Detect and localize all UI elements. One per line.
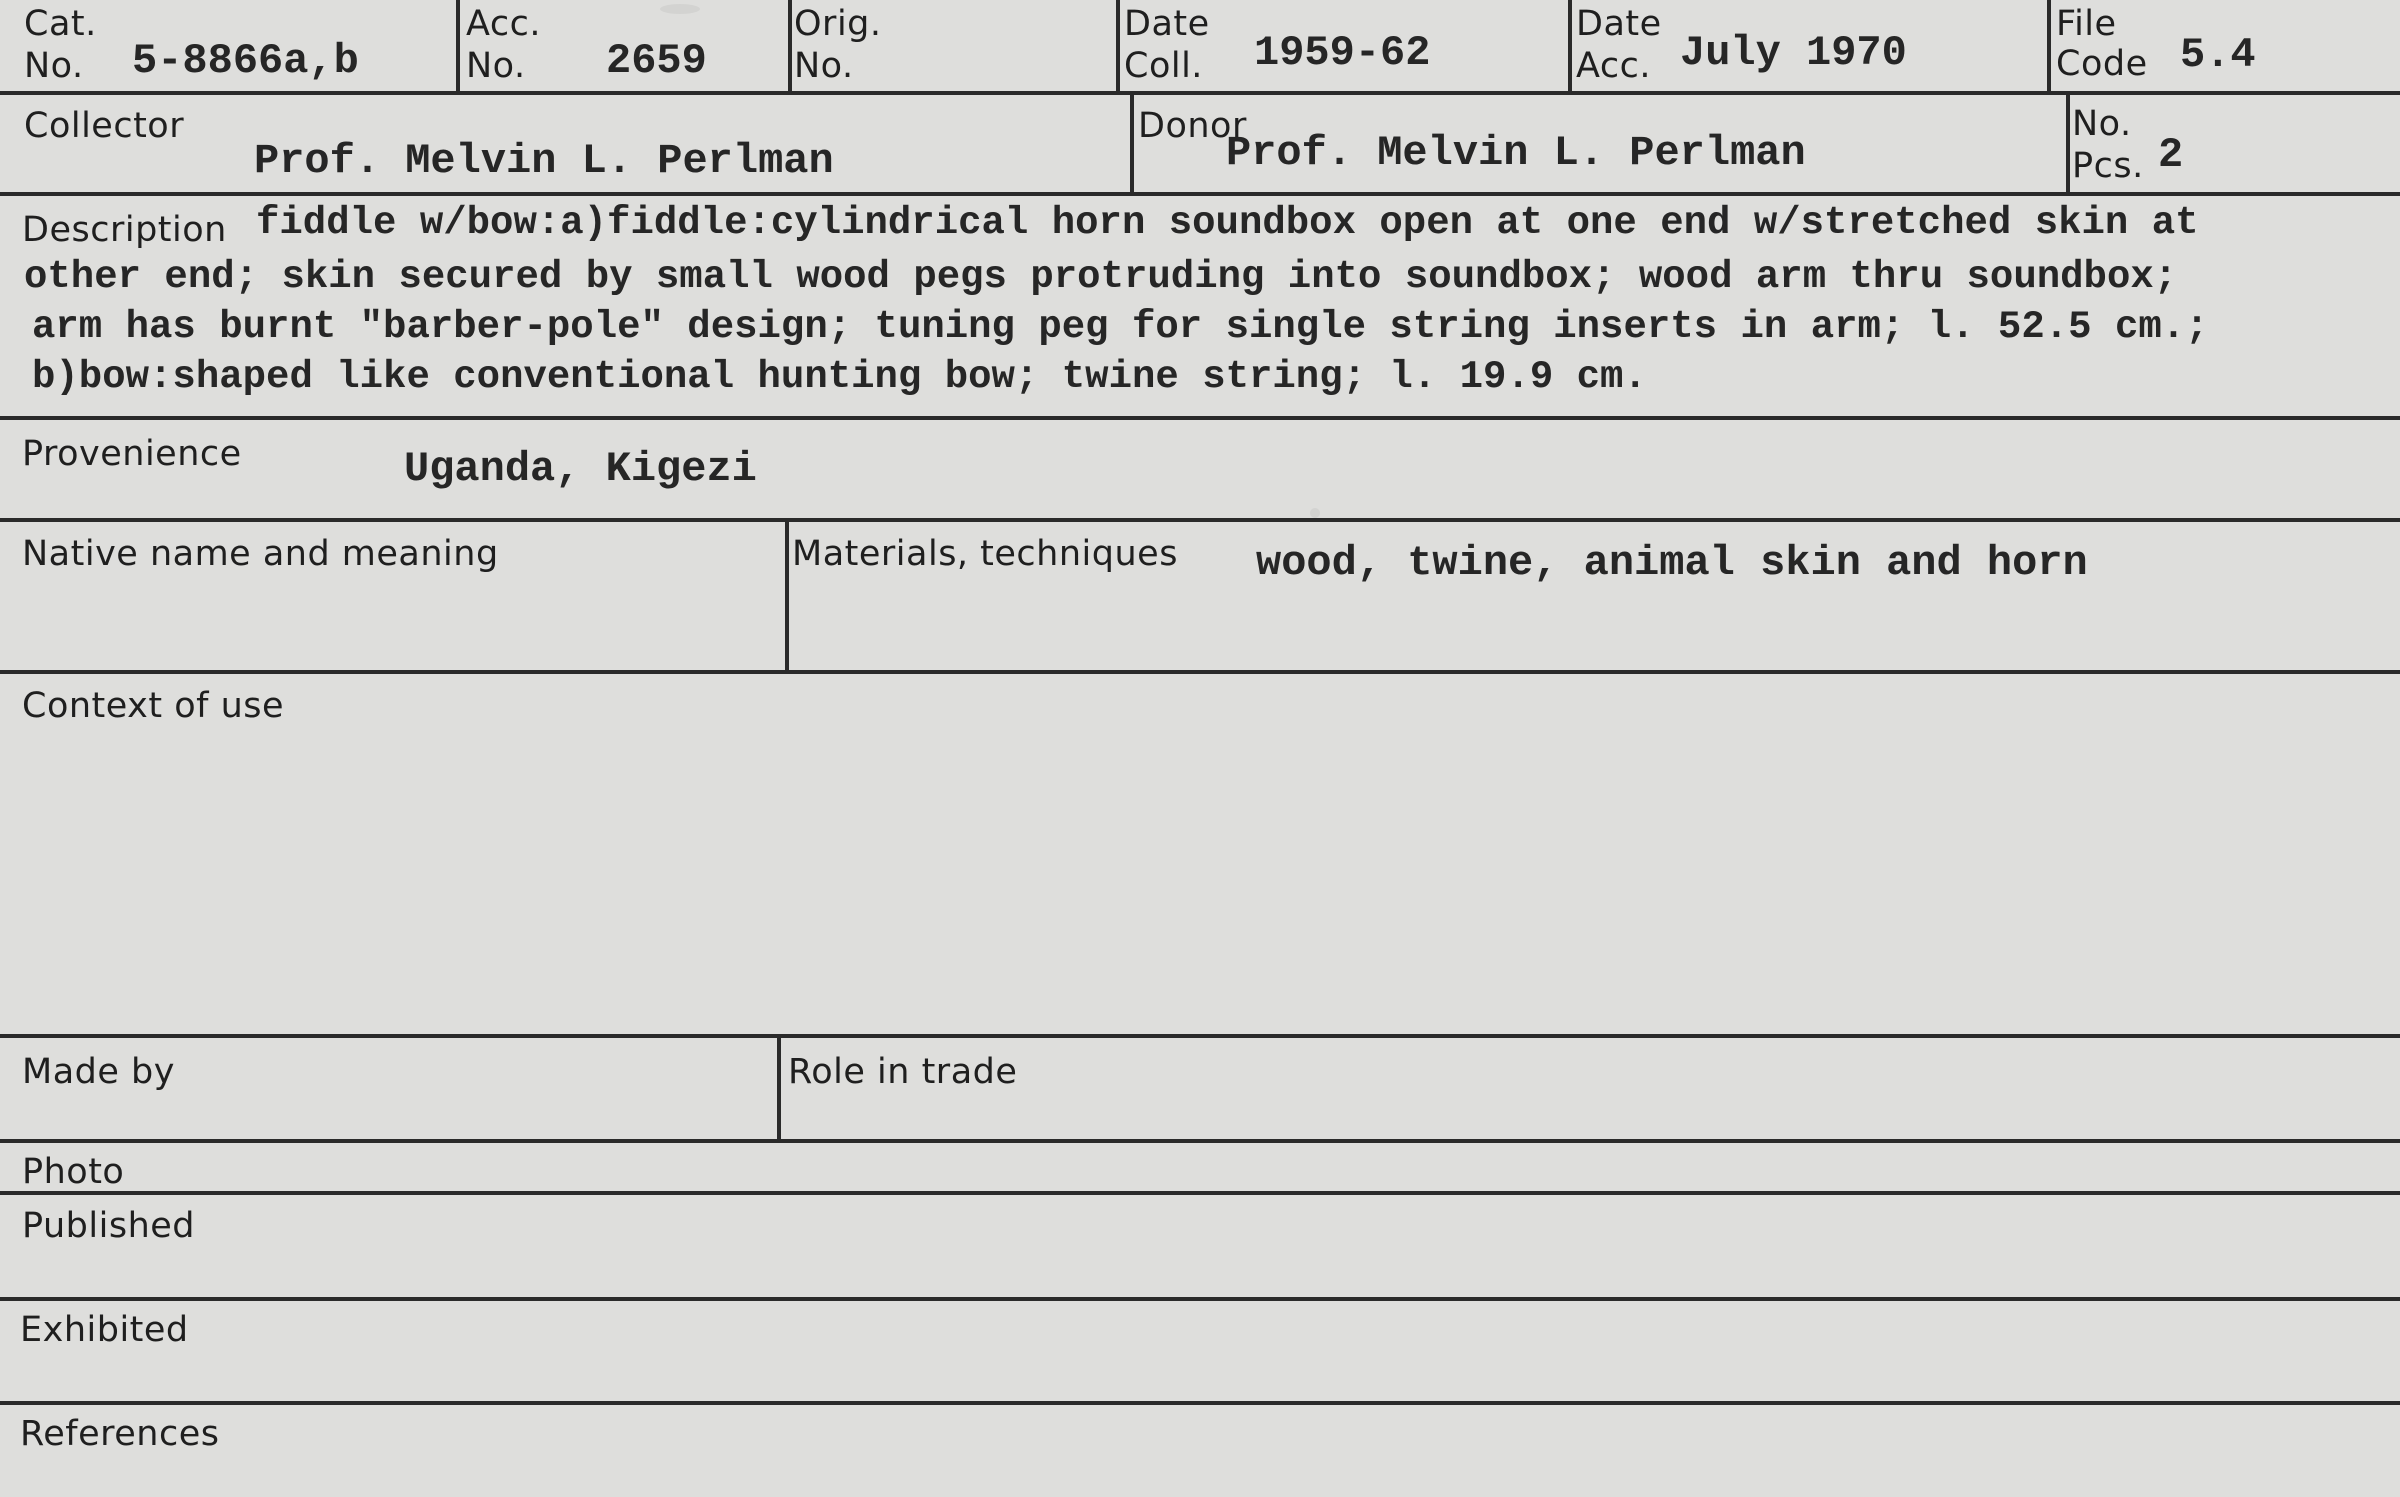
description-line-3: arm has burnt "barber-pole" design; tuning peg for single string inserts in arm; l. 52.5 cm.; [32, 305, 2209, 349]
exhibited-label: Exhibited [20, 1310, 189, 1350]
materials-value: wood, twine, animal skin and horn [1256, 539, 2088, 587]
pieces-label-line1: No. [2072, 104, 2132, 144]
rule-v-dateacc [2047, 0, 2051, 93]
description-line-2: other end; skin secured by small wood pegs protruding into soundbox; wood arm thru soundbox; [24, 255, 2178, 299]
description-line-4: b)bow:shaped like conventional hunting bow; twine string; l. 19.9 cm. [32, 355, 1647, 399]
published-label: Published [22, 1206, 196, 1246]
rule-photo-bottom [0, 1191, 2400, 1195]
context-of-use-label: Context of use [22, 686, 285, 726]
role-in-trade-label: Role in trade [788, 1052, 1018, 1092]
date-coll-label-line1: Date [1124, 4, 1210, 44]
rule-provenience-bottom [0, 518, 2400, 522]
date-acc-value: July 1970 [1680, 29, 1907, 77]
orig-label-line2: No. [794, 46, 854, 86]
donor-value: Prof. Melvin L. Perlman [1226, 129, 1806, 177]
pieces-value: 2 [2158, 131, 2184, 179]
file-code-label-line2: Code [2056, 44, 2148, 84]
rule-exhibited-bottom [0, 1401, 2400, 1405]
rule-v-orig [1116, 0, 1120, 93]
rule-v-acc [788, 0, 792, 93]
collector-value: Prof. Melvin L. Perlman [254, 137, 834, 185]
rule-context-bottom [0, 1034, 2400, 1038]
file-code-value: 5.4 [2180, 31, 2256, 79]
collector-label: Collector [24, 106, 185, 146]
date-coll-value: 1959-62 [1254, 29, 1431, 77]
photo-label: Photo [22, 1152, 125, 1192]
rule-v-native [785, 520, 789, 672]
rule-v-cat [456, 0, 460, 93]
smudge-mark [1310, 508, 1320, 518]
made-by-label: Made by [22, 1052, 175, 1092]
rule-v-donor [2066, 93, 2070, 194]
rule-v-collector [1130, 93, 1134, 194]
rule-header-bottom [0, 91, 2400, 95]
cat-label-line2: No. [24, 46, 84, 86]
acc-number-value: 2659 [606, 37, 707, 85]
acc-label-line2: No. [466, 46, 526, 86]
rule-v-madeby [777, 1036, 781, 1141]
rule-madeby-bottom [0, 1139, 2400, 1143]
rule-published-bottom [0, 1297, 2400, 1301]
provenience-label: Provenience [22, 434, 242, 474]
orig-label-line1: Orig. [794, 4, 882, 44]
description-label: Description [22, 210, 227, 250]
materials-label: Materials, techniques [792, 534, 1178, 574]
file-code-label-line1: File [2056, 4, 2117, 44]
cat-number-value: 5-8866a,b [132, 37, 359, 85]
cat-label-line1: Cat. [24, 4, 97, 44]
description-line-1: fiddle w/bow:a)fiddle:cylindrical horn soundbox open at one end w/stretched skin at [256, 201, 2199, 245]
native-name-label: Native name and meaning [22, 534, 499, 574]
donor-label: Donor [1138, 106, 1247, 146]
date-acc-label-line2: Acc. [1576, 46, 1651, 86]
rule-description-bottom [0, 416, 2400, 420]
references-label: References [20, 1414, 220, 1454]
pieces-label-line2: Pcs. [2072, 146, 2144, 186]
date-acc-label-line1: Date [1576, 4, 1662, 44]
date-coll-label-line2: Coll. [1124, 46, 1203, 86]
provenience-value: Uganda, Kigezi [404, 445, 757, 493]
rule-collector-bottom [0, 192, 2400, 196]
acc-label-line1: Acc. [466, 4, 541, 44]
rule-v-datecoll [1568, 0, 1572, 93]
rule-native-bottom [0, 670, 2400, 674]
smudge-mark [660, 4, 700, 14]
